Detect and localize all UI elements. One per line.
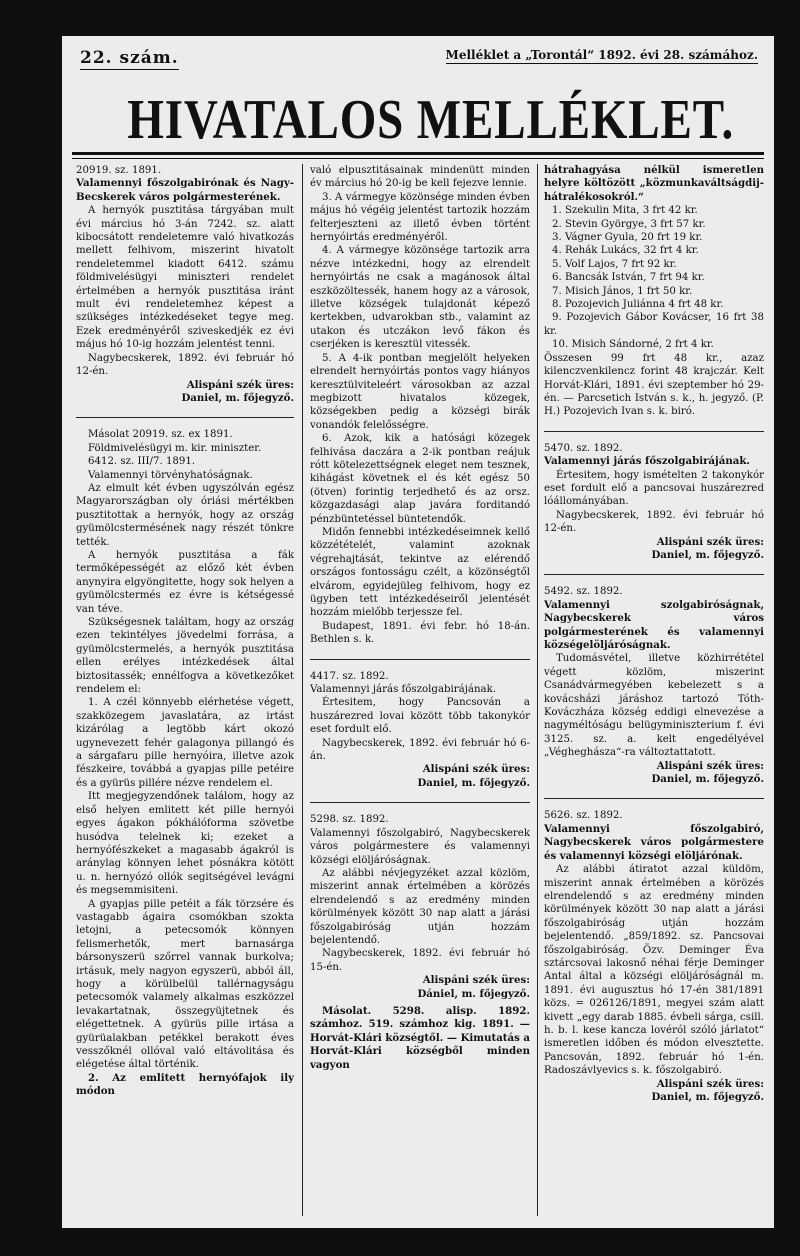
article-number: 5470. sz. 1892. [544,442,623,454]
supplement-note: Melléklet a „Torontál“ 1892. évi 28. számához. [445,48,758,62]
title-rule-thick [72,152,764,155]
article-addressee: Valamennyi járás főszolgabirájának. [544,455,750,468]
article-addressee: Valamennyi főszolgabiró, Nagybecskerek város polgármestere és valamennyi községi elöljáróságnak. [310,827,530,866]
list-total: Összesen 99 frt 48 kr., azaz kilenczvenkilencz forint 48 krajczár. Kelt Horvát-Klári, 1891. évi szeptember hó 29-én. — Parcsetich István s. k., h. jegyző. (P. H.) Pozojevich Ivan s. k. biró. [544,352,764,418]
list-item: 8. Pozojevich Juliánna 4 frt 48 kr. [552,299,724,311]
article-separator [544,574,764,575]
article-paragraph: 3. A vármegye közönsége minden évben május hó végéig jelentést tartozik hozzám felterjeszteni az illető évben történt hernyóirtás eredményéről. [310,191,530,244]
list-item: 10. Misich Sándorné, 2 frt 4 kr. [552,339,714,351]
article-signature-name: Daniel, m. főjegyző. [181,391,294,404]
article-paragraph: Az elmult két évben ugyszólván egész Magyarországban oly óriási mértékben pusztitottak a hernyók, hogy az ország gyümölcstermésének nagy részét tönkre tették. [76,482,294,548]
article-body: Az alábbi átiratot azzal küldöm, miszerint annak értelmében a körözés elrendelendő s az eredmény minden körülmények között 30 nap alatt a járási főszolgabiróság utján hozzám bejelentendő. „859/1892. sz. Pancsovai főszolgabiróság. Özv. Deminger Éva sztárcsovai lakosnő néhai férje Deminger Antal által a községi elöljáróságnál m. 1891. évi augusztus hó 17-én 381/1891 közs. = 026126/1891, megyei szám alatt kivett „egy darab 1885. évbeli sárga, csill. h. b. l. kese kancza lovéról szóló járlatot“ ismeretlen időben és módon elvesztette. Pancsován, 1892. február hó 1-én. Radoszávlyevics s. k. főszolgabiró. [544,864,764,1077]
article-paragraph: 1. A czél könnyebb elérhetése végett, szakközegem javaslatára, az irtást kizárólag a legtöbb kárt okozó ugynevezett fehér galagonya pillangó és a sárgafaru pille hernyóira, illetve azok fészkeire, továbbá a gyapjas pille petéire és a gyürüs pillére nézve rendelem el. [76,697,294,789]
article-signature-name: Daniel, m. főjegyző. [651,1091,764,1103]
page-title: HIVATALOS MELLÉKLET. [127,89,735,151]
column-divider [537,164,538,1216]
article-addressee: Valamennyi főszolgabiró, Nagybecskerek város polgármestere és valamennyi községi elöljárónak. [544,822,764,862]
list-item: 2. Stevin Györgye, 3 frt 57 kr. [552,218,706,230]
list-item: 6. Bancsák István, 7 frt 94 kr. [552,272,705,284]
article-signature: Alispáni szék üres: [656,1077,764,1090]
article-paragraph: Midőn fennebbi intézkedéseimnek kellő közzétételét, valamint azoknak végrehajtását, tekintve az elérendő országos fontosságu czélt, a közönségtől elvárom, egyidejüleg felhivom, hogy ez ügyben tett intézkedéseiről jelentését hozzám mielőbb terjessze fel. [310,526,530,619]
article-separator [544,431,764,432]
article-number: 4417. sz. 1892. [310,670,389,682]
article-separator [310,659,530,660]
article-separator [544,798,764,799]
article-body: Tudomásvétel, illetve közhirrététel végett közlöm, miszerint Csanádvármegyében kebelezett s a kovácsházi járáshoz tartozó Tóth-Kováczháza község eddigi elnevezése a nagyméltóságu belügyminiszterium f. évi 3125. sz. a. kelt engedélyével „Végheghásza“-ra változtattatott. [544,653,764,759]
article-separator [76,417,294,418]
article-paragraph: Szükségesnek találtam, hogy az ország ezen tekintélyes jövedelmi forrása, a gyümölcstermelés, a hernyók pusztitása ellen erélyes intézkedések által biztositassék; ennélfogva a következőket rendelem el: [76,617,294,696]
debtor-list [544,204,764,351]
article-paragraph: való elpusztitásainak mindenütt minden év március hó 20-ig be kell fejezve lennie. [310,165,530,190]
list-item: 1. Szekulin Mita, 3 frt 42 kr. [552,205,698,217]
article-signature: Alispáni szék üres: [186,378,294,391]
list-item: 5. Volf Lajos, 7 frt 92 kr. [552,258,677,270]
article-number: 6412. sz. III/7. 1891. [88,456,196,468]
list-item: 4. Rehák Lukács, 32 frt 4 kr. [552,245,699,257]
column-divider [302,164,303,1216]
list-intro: hátrahagyása nélkül ismeretlen helyre költözött „közmunkaváltságdij-hátralékosokról.“ [544,164,764,203]
article-copy-heading: Másolat. 5298. alisp. 1892. számhoz. 519. számhoz kig. 1891. — Horvát-Klári községtől. — Kimutatás a Horvát-Klári községből minden vagyon [310,1004,530,1071]
article-addressee: Valamennyi törvényhatóságnak. [88,469,253,481]
list-item: 3. Vágner Gyula, 20 frt 19 kr. [552,232,703,244]
article-paragraph: 5. A 4-ik pontban megjelölt helyeken elrendelt hernyóirtás pontos vagy hiányos keresztülviteleért városokban az azzal megbizott hivatalos közegek, községekben pedig a községi birák vonandók felelősségre. [310,352,530,431]
article-paragraph: 2. Az emlitett hernyófajok ily módon [76,1071,294,1098]
article-date: Nagybecskerek, 1892. évi február hó 12-én. [76,352,294,378]
article-paragraph: 6. Azok, kik a hatósági közegek felhivása daczára a 2-ik pontban reájuk rótt kötelezettségnek eleget nem tesznek, kihágást követnek el és két egész 50 (ötven) forintig terjedhető és az orsz. közgazdasági alap javára forditandó pénzbüntetéssel büntetendők. [310,433,530,525]
issue-number: 22. szám. [80,48,179,68]
column-2 [310,164,530,1216]
article-separator [310,802,530,803]
article-body: Értesitem, hogy Pancsován a huszárezred lovai között több takonykór eset fordult elő. [310,697,530,736]
article-signature-name: Daniel, m. főjegyző. [651,773,764,786]
article-date: Nagybecskerek, 1892. évi február hó 12-én. [544,509,764,535]
newspaper-page [62,36,774,1228]
article-body: Az alábbi névjegyzéket azzal közlöm, miszerint annak értelmében a körözés elrendelendő s az eredmény minden körülmények között 30 nap alatt a járási főszolgabiróság utján hozzám bejelentendő. [310,867,530,946]
article-date: Nagybecskerek, 1892. évi február hó 15-én. [310,948,530,973]
column-1 [76,164,294,1216]
article-paragraph: Itt megjegyzendőnek találom, hogy az első helyen emlitett két pille hernyói egyes ágakon pókhálóforma szövetbe husódva telelnek ki; ezeket a hernyófészkeket a magasabb ágakról is aránylag könnyen lehet pósnákra kötött u. n. hernyózó ollók segitségével levágni és megsemmisiteni. [76,791,294,897]
article-addressee: Valamennyi főszolgabirónak és Nagy-Becskerek város polgármesterének. [76,177,294,203]
article-number: 5626. sz. 1892. [544,810,623,822]
column-3 [544,164,764,1216]
article-paragraph: A gyapjas pille petéit a fák törzsére és vastagabb ágaira csomókban szokta letojni, a petecsomók könnyen felismerhetők, mert barnasárga bársonyszerü szőrrel vannak burkolva; irtásuk, mely nagyon egyszerü, abból áll, hogy a körülbelül tallérnagyságu petecsomók valamely alkalmas eszközzel levakartatnak, összegyüjtetnek és elégettetnek. A gyürüs pille irtása a gyürüalakban petékkel berakott éves vesszőknél ollóval való eltávolitása és elégetése által történik. [76,898,294,1071]
title-rule-thin [72,158,764,159]
article-paragraph: 4. A vármegye közönsége tartozik arra nézve intézkedni, hogy az elrendelt hernyóirtás ne csak a magánosok által eszközöltessék, hanem hogy az a városok, illetve községek tulajdonát képező kertekben, udvarokban stb., valamint az utakon és utczákon levő fákon és cserjéken is keresztül vitessék. [310,245,530,351]
article-date: Nagybecskerek, 1892. évi február hó 6-án. [310,737,530,763]
article-body: Értesitem, hogy ismételten 2 takonykór eset fordult elő a pancsovai huszárezred lóállományában. [544,469,764,508]
list-item: 7. Misich János, 1 frt 50 kr. [552,285,693,297]
article-number: 5298. sz. 1892. [310,814,389,826]
article-signature: Alispáni szék üres: [656,759,764,772]
article-addressee: Valamennyi szolgabiróságnak, Nagybecskerek város polgármesterének és valamennyi községelöljáróságnak. [544,598,764,651]
article-signature-name: Dániel, m. főjegyző. [417,987,530,1000]
article-signature: Alispáni szék üres: [656,535,764,548]
article-number: 5492. sz. 1892. [544,586,623,598]
article-copy-heading: Másolat 20919. sz. ex 1891. [88,429,233,441]
article-signature-name: Daniel, m. főjegyző. [417,776,530,789]
article-addressee: Valamennyi járás főszolgabirájának. [310,684,497,696]
list-item: 9. Pozojevich Gábor Kovácser, 16 frt 38 kr. [544,312,764,337]
article-ministry: Földmivelésügyi m. kir. miniszter. [88,442,262,454]
article-signature-name: Daniel, m. főjegyző. [651,548,764,561]
article-signature: Alispáni szék üres: [422,974,530,987]
article-body: A hernyók pusztitása tárgyában mult évi március hó 3-án 7242. sz. alatt kibocsátott rendeletemre való hivatkozás mellett felhivom, miszerint hivatolt rendeletemmel kiadott 6412. számu földmivelésügyi miniszteri rendelet értelmében a hernyók pusztitása iránt mult évi rendeletemhez képest a szükséges intézkedéseket tegye meg. Ezek eredményéről sziveskedjék ez évi május hó 10-ig hozzám jelentést tenni. [76,205,294,351]
article-number: 20919. sz. 1891. [76,165,162,176]
article-signature: Alispáni szék üres: [422,763,530,776]
article-date: Budapest, 1891. évi febr. hó 18-án. Bethlen s. k. [310,620,530,646]
article-paragraph: A hernyók pusztitása a fák termőképességét az előző két évben anynyira elgyöngitette, hogy sok helyen a gyümölcstermés ez évre is kétségessé van téve. [76,549,294,615]
